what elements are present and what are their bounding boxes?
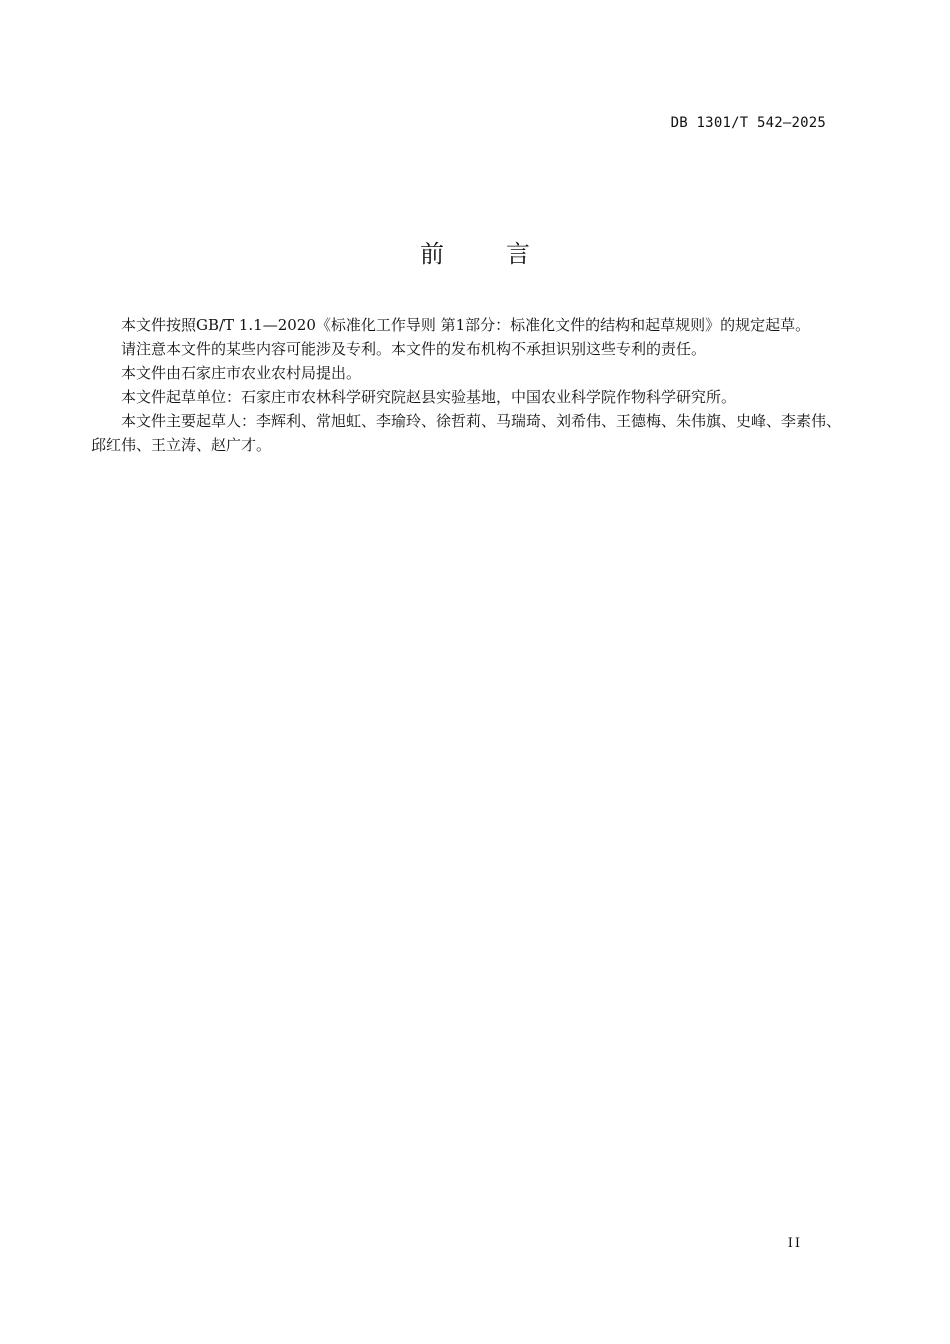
paragraph-drafting-rules: 本文件按照GB/T 1.1—2020《标准化工作导则 第1部分：标准化文件的结构和起草规则》的规定起草。 bbox=[121, 316, 811, 334]
section-title: 前言 bbox=[420, 240, 592, 268]
paragraph-patent-notice: 请注意本文件的某些内容可能涉及专利。本文件的发布机构不承担识别这些专利的责任。 bbox=[121, 340, 707, 358]
foreword-body bbox=[91, 313, 843, 457]
document-code: DB 1301/T 542—2025 bbox=[670, 115, 826, 131]
page-number: II bbox=[787, 1236, 802, 1251]
paragraph-drafters: 本文件主要起草人：李辉利、常旭虹、李瑜玲、徐哲莉、马瑞琦、刘希伟、王德梅、朱伟旗、史峰、李素伟、邱红伟、王立涛、赵广才。 bbox=[91, 412, 842, 454]
paragraph-drafting-units: 本文件起草单位：石家庄市农林科学研究院赵县实验基地，中国农业科学院作物科学研究所。 bbox=[121, 388, 737, 406]
paragraph-proposer: 本文件由石家庄市农业农村局提出。 bbox=[121, 364, 362, 382]
